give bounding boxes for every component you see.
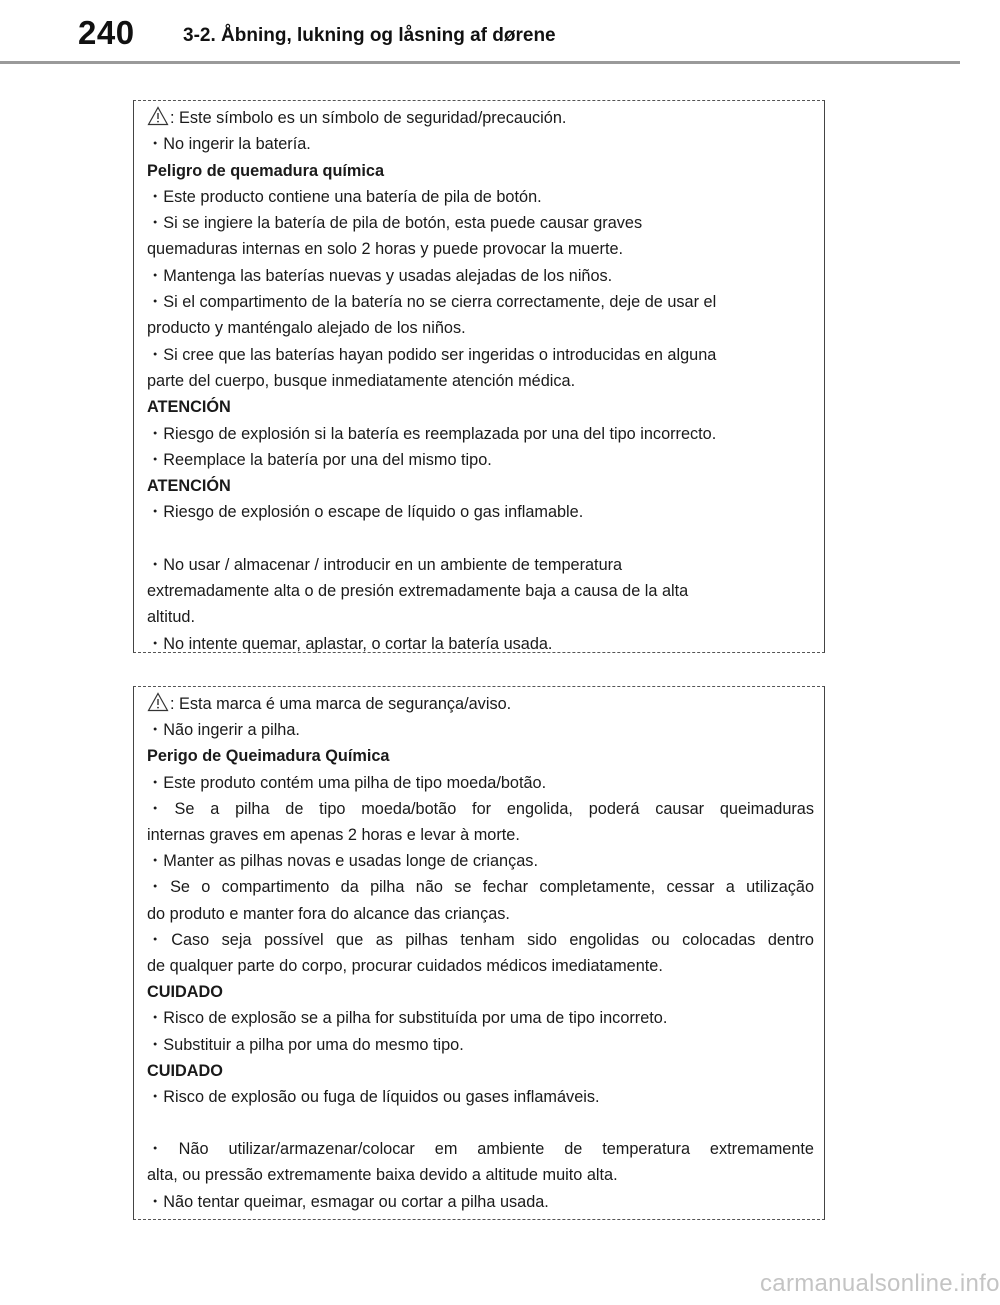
page-number: 240 [78, 14, 135, 51]
warning-box-portuguese [133, 686, 825, 1220]
warning-box-spanish [133, 100, 825, 653]
warning-triangle-icon [147, 106, 169, 126]
symbol-note-text: : Este símbolo es un símbolo de seguridad/precaución. [170, 109, 567, 127]
body-line: ・Si el compartimento de la batería no se cierra correctamente, deje de usar el [147, 293, 717, 312]
heading-line: ATENCIÓN [147, 398, 231, 417]
body-line: ・Si cree que las baterías hayan podido ser ingeridas o introducidas en alguna [147, 345, 717, 364]
body-line: ・No usar / almacenar / introducir en un ambiente de temperatura [147, 555, 623, 574]
body-line: ・Substituir a pilha por uma do mesmo tipo. [147, 1035, 464, 1054]
body-line: do produto e manter fora do alcance das crianças. [147, 904, 510, 923]
heading-line: ATENCIÓN [147, 477, 231, 496]
body-line: ・Não tentar queimar, esmagar ou cortar a pilha usada. [147, 1192, 549, 1211]
body-line: ・Não ingerir a pilha. [147, 721, 300, 740]
body-line: ・Este produto contém uma pilha de tipo moeda/botão. [147, 773, 547, 792]
body-line: de qualquer parte do corpo, procurar cuidados médicos imediatamente. [147, 957, 663, 976]
body-line: altitud. [147, 608, 195, 627]
body-line: ・Si se ingiere la batería de pila de botón, esta puede causar graves [147, 214, 643, 233]
body-line: ・Risco de explosão ou fuga de líquidos ou gases inflamáveis. [147, 1088, 600, 1107]
body-line: quemaduras internas en solo 2 horas y puede provocar la muerte. [147, 240, 624, 259]
heading-line: CUIDADO [147, 1061, 223, 1080]
body-line: ・Se a pilha de tipo moeda/botão for engolida, poderá causar queimaduras [147, 799, 814, 818]
heading-line: CUIDADO [147, 983, 223, 1002]
body-line: ・Este producto contiene una batería de pila de botón. [147, 187, 542, 206]
section-title: 3-2. Åbning, lukning og låsning af dørene [183, 25, 556, 46]
header-divider [0, 61, 960, 64]
symbol-note-row [147, 691, 814, 717]
body-line: ・Risco de explosão se a pilha for substituída por uma de tipo incorreto. [147, 1009, 668, 1028]
body-line: ・Manter as pilhas novas e usadas longe de crianças. [147, 852, 538, 871]
body-line: internas graves em apenas 2 horas e levar à morte. [147, 826, 520, 845]
body-line: ・Se o compartimento da pilha não se fechar completamente, cessar a utilização [147, 878, 814, 897]
body-line: parte del cuerpo, busque inmediatamente atención médica. [147, 371, 576, 390]
symbol-note-text: : Esta marca é uma marca de segurança/aviso. [170, 695, 512, 713]
body-line: ・No intente quemar, aplastar, o cortar la batería usada. [147, 634, 553, 653]
body-line: ・Não utilizar/armazenar/colocar em ambiente de temperatura extremamente [147, 1140, 814, 1159]
blank-line [147, 526, 814, 552]
body-line: ・Riesgo de explosión o escape de líquido o gas inflamable. [147, 503, 584, 522]
blank-line [147, 1110, 814, 1136]
body-line: ・Riesgo de explosión si la batería es reemplazada por una del tipo incorrecto. [147, 424, 717, 443]
heading-line: Peligro de quemadura química [147, 161, 385, 180]
body-line: alta, ou pressão extremamente baixa devido a altitude muito alta. [147, 1166, 618, 1185]
heading-line: Perigo de Queimadura Química [147, 747, 390, 766]
body-line: ・Mantenga las baterías nuevas y usadas alejadas de los niños. [147, 266, 613, 285]
body-line: ・Reemplace la batería por una del mismo tipo. [147, 450, 492, 469]
site-watermark: carmanualsonline.info [760, 1270, 1000, 1297]
symbol-note-row [147, 105, 814, 131]
body-line: extremadamente alta o de presión extremadamente baja a causa de la alta [147, 582, 689, 601]
body-line: ・No ingerir la batería. [147, 135, 311, 154]
body-line: producto y manténgalo alejado de los niños. [147, 319, 466, 338]
page-header [0, 0, 960, 64]
body-line: ・Caso seja possível que as pilhas tenham sido engolidas ou colocadas dentro [147, 930, 814, 949]
warning-triangle-icon [147, 692, 169, 712]
